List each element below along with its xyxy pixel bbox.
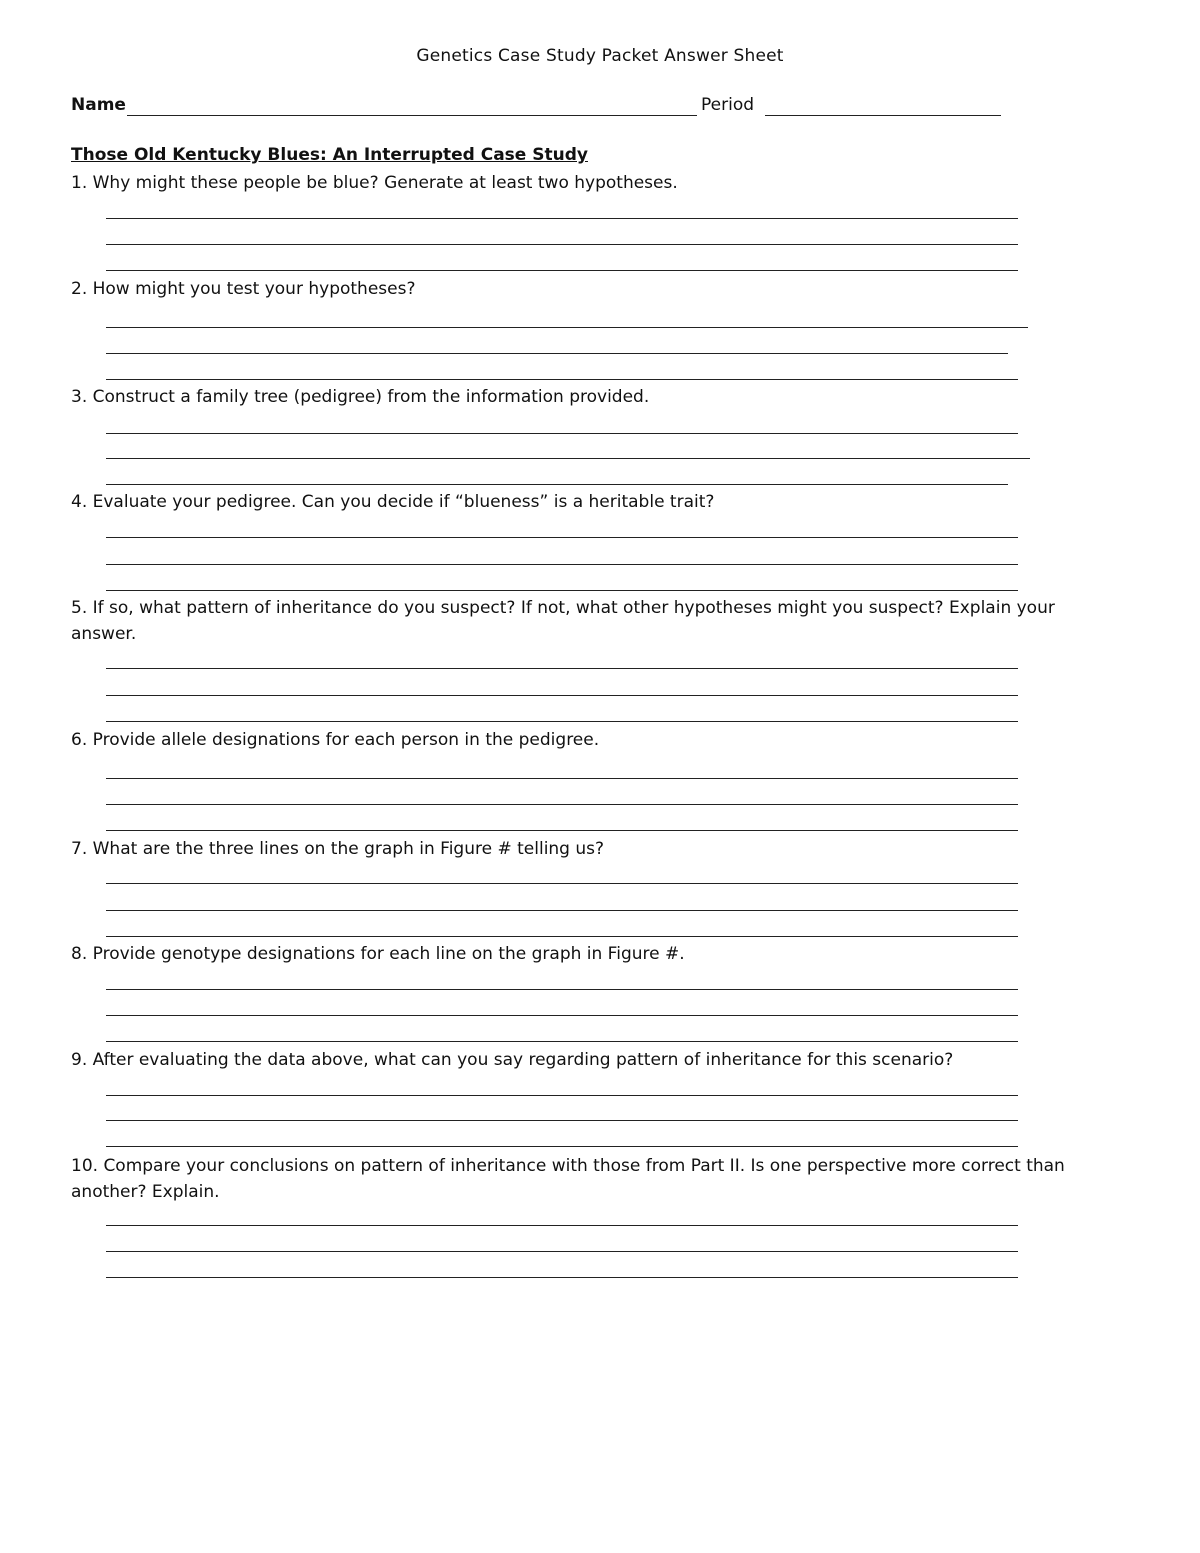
question-3-answer-line-3[interactable] [106, 484, 1008, 485]
question-7-text: 7. What are the three lines on the graph in Figure # telling us? [71, 839, 605, 859]
question-9-answer-line-3[interactable] [106, 1146, 1018, 1147]
question-9-answer-line-1[interactable] [106, 1095, 1018, 1096]
question-8-text: 8. Provide genotype designations for each line on the graph in Figure #. [71, 944, 685, 964]
period-label: Period [701, 95, 755, 115]
question-1-answer-line-2[interactable] [106, 244, 1018, 245]
question-2-text: 2. How might you test your hypotheses? [71, 279, 416, 299]
question-5-answer-line-2[interactable] [106, 695, 1018, 696]
question-2-answer-line-2[interactable] [106, 353, 1008, 354]
question-4-answer-line-1[interactable] [106, 537, 1018, 538]
question-6-answer-line-2[interactable] [106, 804, 1018, 805]
name-label: Name [71, 95, 126, 115]
question-5-answer-line-1[interactable] [106, 668, 1018, 669]
question-4-text: 4. Evaluate your pedigree. Can you decide if “blueness” is a heritable trait? [71, 492, 715, 512]
section-title: Those Old Kentucky Blues: An Interrupted Case Study [71, 145, 588, 165]
question-9-text: 9. After evaluating the data above, what can you say regarding pattern of inheritance for this scenario? [71, 1050, 954, 1070]
question-6-answer-line-3[interactable] [106, 830, 1018, 831]
name-period-row [71, 95, 1011, 121]
question-10-answer-line-1[interactable] [106, 1225, 1018, 1226]
question-10-answer-line-2[interactable] [106, 1251, 1018, 1252]
question-3-answer-line-1[interactable] [106, 433, 1018, 434]
question-3-text: 3. Construct a family tree (pedigree) from the information provided. [71, 387, 650, 407]
question-3-answer-line-2[interactable] [106, 458, 1030, 459]
document-title: Genetics Case Study Packet Answer Sheet [416, 46, 784, 66]
question-7-answer-line-1[interactable] [106, 883, 1018, 884]
question-4-answer-line-2[interactable] [106, 564, 1018, 565]
question-5-text: 5. If so, what pattern of inheritance do you suspect? If not, what other hypotheses might you suspect? Explain your answer. [71, 598, 1055, 644]
period-field[interactable] [765, 115, 1001, 116]
question-6-text: 6. Provide allele designations for each person in the pedigree. [71, 730, 600, 750]
question-1-text: 1. Why might these people be blue? Generate at least two hypotheses. [71, 173, 678, 193]
question-6-answer-line-1[interactable] [106, 778, 1018, 779]
question-1-answer-line-3[interactable] [106, 270, 1018, 271]
question-8-answer-line-2[interactable] [106, 1015, 1018, 1016]
question-1-answer-line-1[interactable] [106, 218, 1018, 219]
question-2-answer-line-3[interactable] [106, 379, 1018, 380]
question-9-answer-line-2[interactable] [106, 1120, 1018, 1121]
question-7-answer-line-2[interactable] [106, 910, 1018, 911]
question-7-answer-line-3[interactable] [106, 936, 1018, 937]
question-10-answer-line-3[interactable] [106, 1277, 1018, 1278]
question-8-answer-line-3[interactable] [106, 1041, 1018, 1042]
name-field[interactable] [127, 115, 697, 116]
question-8-answer-line-1[interactable] [106, 989, 1018, 990]
question-10-text: 10. Compare your conclusions on pattern of inheritance with those from Part II. Is one perspective more correct than another? Explain. [71, 1156, 1065, 1202]
question-4-answer-line-3[interactable] [106, 590, 1018, 591]
question-2-answer-line-1[interactable] [106, 327, 1028, 328]
question-5-answer-line-3[interactable] [106, 721, 1018, 722]
